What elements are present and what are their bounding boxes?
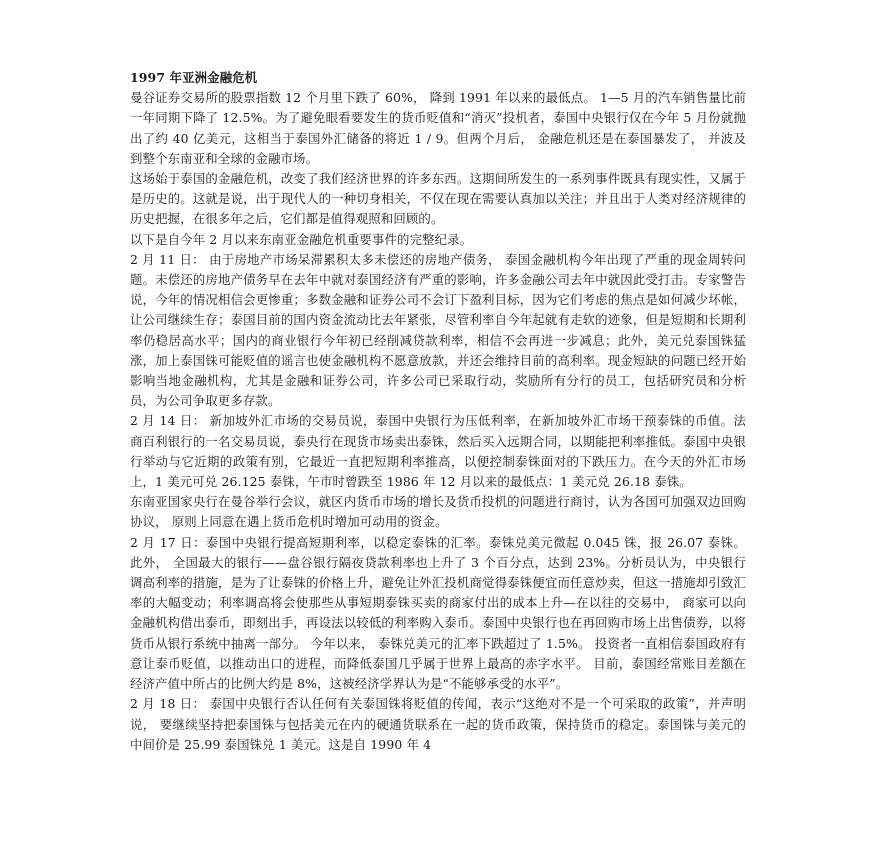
document-title: 1997 年亚洲金融危机 — [130, 70, 258, 85]
paragraph-central-banks-meeting: 东南亚国家央行在曼谷举行会议，就区内货币市场的增长及货币投机的问题进行商讨，认为各国可加强双边回购协议， 原则上同意在遇上货币危机时增加可动用的资金。 — [130, 494, 746, 530]
paragraph-record-intro: 以下是自今年 2 月以来东南亚金融危机重要事件的完整纪录。 — [130, 231, 473, 247]
paragraph-feb-17: 2 月 17 日：泰国中央银行提高短期利率，以稳定泰铢的汇率。泰铢兑美元微起 0.045 铢，报 26.07 泰铢。 此外， 全国最大的银行——盘谷银行隔夜贷款利率也上升了 3 个百分点，达到 23%。分析员认为，中央银行调高利率的措施，是为了让泰铢的价格上升，避免让外汇投机商觉得泰铢便宜而任意炒卖，但这一措施却引致汇率的大幅变动；利率调高将会使那些从事短期泰铢买卖的商家付出的成本上升—在以往的交易中， 商家可以向金融机构借出泰币，即刻出手，再设法以较低的利率购入泰币。泰国中央银行也在再回购市场上出售债券，以将货币从银行系统中抽离一部分。 今年以来， 泰铢兑美元的汇率下跌超过了 1.5%。 投资者一直相信泰国政府有意让泰币贬值，以推动出口的进程，而降低泰国几乎属于世界上最高的赤字水平。 目前，泰国经常账目差额在经济产值中所占的比例大约是 8%，这被经济学界认为是“不能够承受的水平”。 — [130, 534, 746, 692]
document-body — [130, 68, 746, 755]
paragraph-bangkok-index: 曼谷证券交易所的股票指数 12 个月里下跌了 60%， 降到 1991 年以来的最低点。 1—5 月的汽车销售量比前一年同期下降了 12.5%。为了避免眼看要发生的货币贬值和“消灭”投机者，泰国中央银行仅在今年 5 月份就抛出了约 40 亿美元，这相当于泰国外汇储备的将近 1 / 9。但两个月后， 金融危机还是在泰国暴发了， 并波及到整个东南亚和全球的金融市场。 — [130, 90, 746, 166]
paragraph-crisis-intro: 这场始于泰国的金融危机，改变了我们经济世界的许多东西。这期间所发生的一系列事件既具有现实性，又属于是历史的。这就是说，出于现代人的一种切身相关，不仅在现在需要认真加以关注；并且出于人类对经济规律的历史把握，在很多年之后，它们都是值得观照和回顾的。 — [130, 171, 746, 227]
paragraph-feb-14: 2 月 14 日： 新加坡外汇市场的交易员说，泰国中央银行为压低利率，在新加坡外汇市场干预泰铢的币值。法商百利银行的一名交易员说，泰央行在现货市场卖出泰铢，然后买入远期合同，以期能把利率推低。泰国中央银行举动与它近期的政策有别，它最近一直把短期利率推高，以便控制泰铢面对的下跌压力。在今天的外汇市场上，1 美元可兑 26.125 泰铢，午市时曾跌至 1986 年 12 月以来的最低点：1 美元兑 26.18 泰铢。 — [130, 413, 746, 490]
paragraph-feb-11: 2 月 11 日： 由于房地产市场呆滞累积太多未偿还的房地产债务， 泰国金融机构今年出现了严重的现金周转问题。未偿还的房地产债务早在去年中就对泰国经济有严重的影响，许多金融公司去年中就因此受打击。专家警告说，今年的情况相信会更惨重；多数金融和证券公司不会订下盈利目标，因为它们考虑的焦点是如何减少坏帐，让公司继续生存；泰国目前的国内资金流动比去年紧张，尽管利率自今年起就有走软的迹象，但是短期和长期利率仍稳居高水平；国内的商业银行今年初已经削减贷款利率，相信不会再进一步减息；此外，美元兑泰国铢猛涨，加上泰国铢可能贬值的谣言也使金融机构不愿意放款，并还会维持目前的高利率。现金短缺的问题已经开始影响当地金融机构，尤其是金融和证券公司，许多公司已采取行动，奖励所有分行的员工，包括研究员和分析员，为公司争取更多存款。 — [130, 251, 746, 409]
paragraph-feb-18: 2 月 18 日： 泰国中央银行否认任何有关泰国铢将贬值的传闻，表示“这绝对不是一个可采取的政策”，并声明说， 要继续坚持把泰国铢与包括美元在内的硬通货联系在一起的货币政策，保持货币的稳定。泰国铢与美元的中间价是 25.99 泰国铢兑 1 美元。这是自 1990 年 4 — [130, 696, 746, 752]
